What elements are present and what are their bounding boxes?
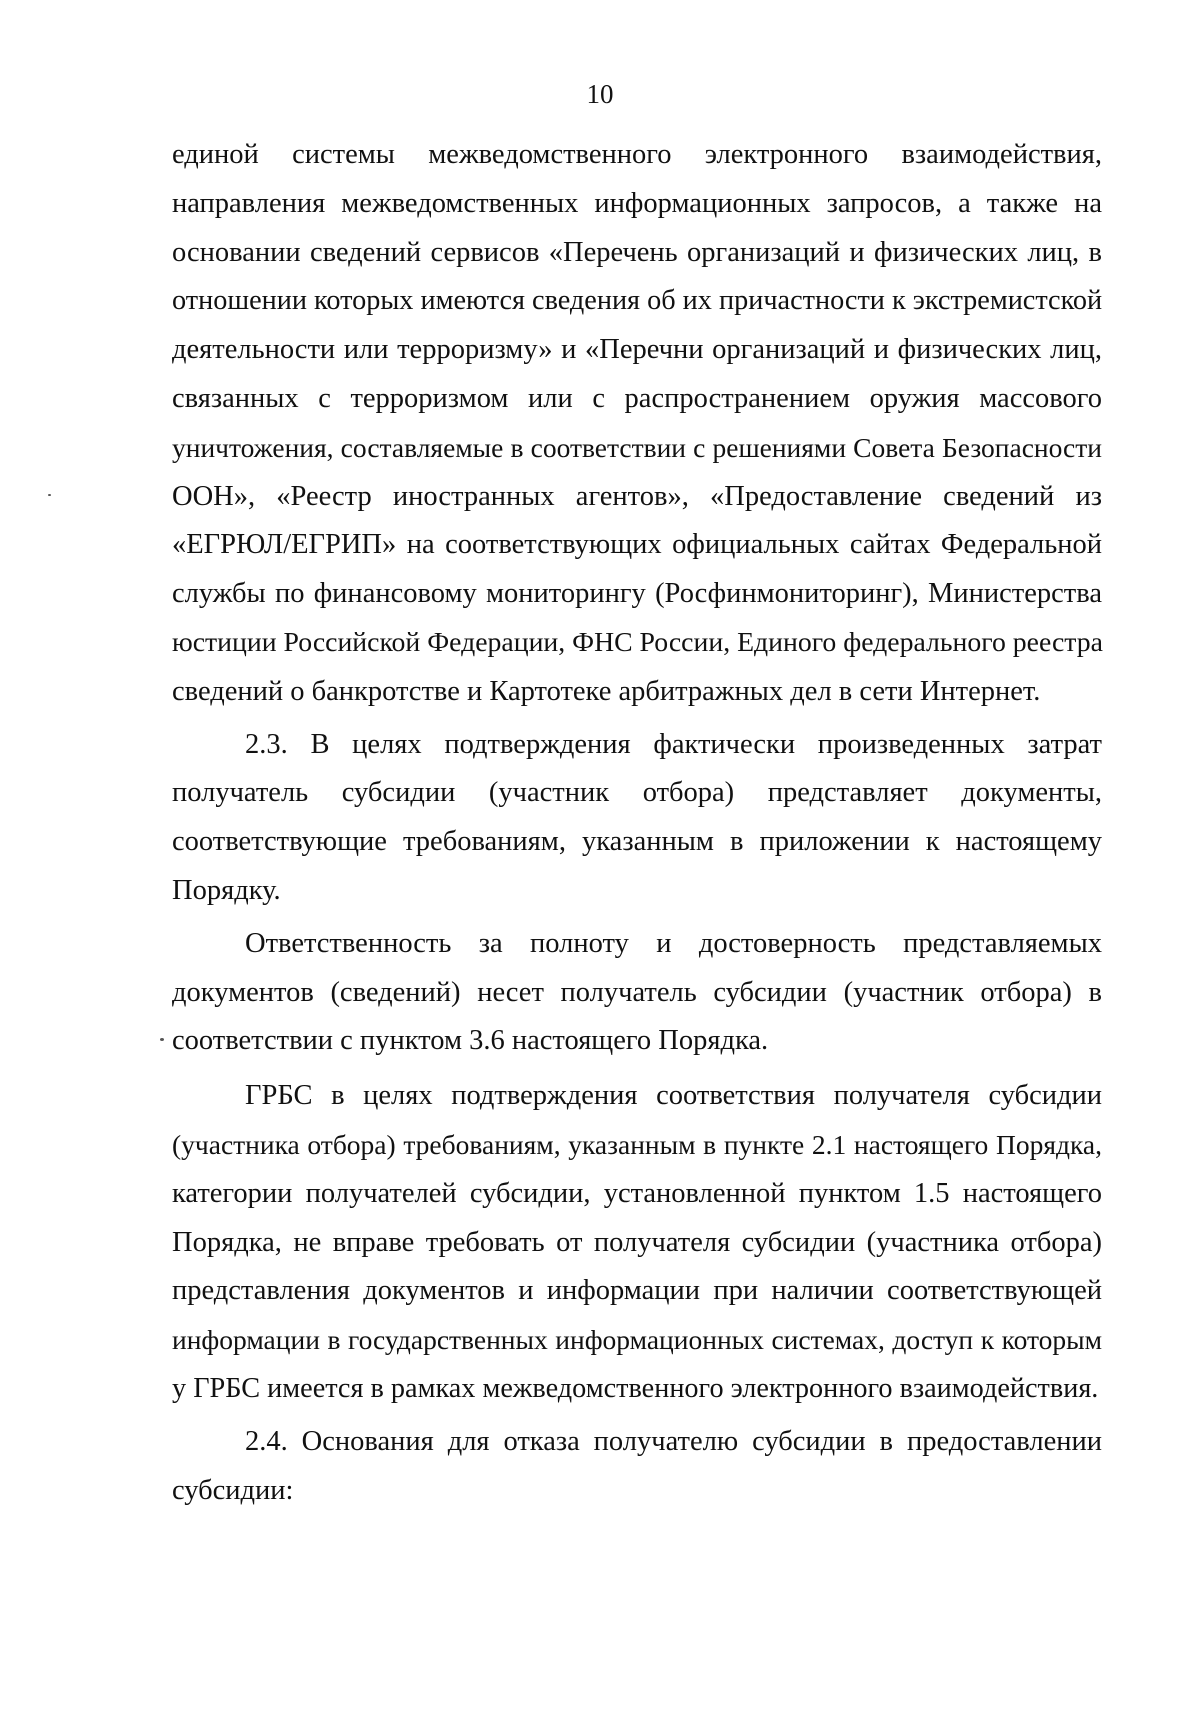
text-line: соответствующие требованиям, указанным в приложении к настоящему <box>172 826 1102 858</box>
paragraph-3 <box>172 920 1102 1066</box>
scan-speck <box>160 1038 164 1041</box>
text-line: сведений о банкротстве и Картотеке арбитражных дел в сети Интернет. <box>172 675 1041 707</box>
text-line: представления документов и информации при наличии соответствующей <box>172 1275 1102 1307</box>
text-line: субсидии: <box>172 1474 294 1506</box>
paragraph-5 <box>172 1418 1102 1516</box>
page-number: 10 <box>586 79 614 109</box>
text-line: деятельности или терроризму» и «Перечни организаций и физических лиц, <box>172 334 1102 366</box>
text-line: службы по финансовому мониторингу (Росфинмониторинг), Министерства <box>172 578 1102 610</box>
text-line: документов (сведений) несет получатель субсидии (участник отбора) в <box>172 976 1102 1008</box>
text-line: Порядку. <box>172 874 281 906</box>
text-line: отношении которых имеются сведения об их причастности к экстремистской <box>172 285 1103 317</box>
text-line: Ответственность за полноту и достоверность представляемых <box>245 927 1102 959</box>
text-line: основании сведений сервисов «Перечень организаций и физических лиц, в <box>172 236 1102 268</box>
text-line: соответствии с пунктом 3.6 настоящего Порядка. <box>172 1025 769 1057</box>
text-line: категории получателей субсидии, установленной пунктом 1.5 настоящего <box>172 1177 1102 1209</box>
text-line: информации в государственных информационных системах, доступ к которым <box>172 1324 1102 1356</box>
scan-speck <box>48 494 51 496</box>
text-line: ООН», «Реестр иностранных агентов», «Предоставление сведений из <box>172 480 1102 512</box>
text-line: у ГРБС имеется в рамках межведомственного электронного взаимодействия. <box>172 1372 1099 1404</box>
text-line: юстиции Российской Федерации, ФНС России, Единого федерального реестра <box>172 626 1103 658</box>
text-line: 2.4. Основания для отказа получателю субсидии в предоставлении <box>245 1425 1102 1457</box>
text-line: получатель субсидии (участник отбора) представляет документы, <box>172 777 1102 809</box>
text-line: (участника отбора) требованиям, указанным в пункте 2.1 настоящего Порядка, <box>172 1128 1102 1160</box>
text-line: уничтожения, составляемые в соответствии с решениями Совета Безопасности <box>172 431 1102 463</box>
paragraph-4 <box>172 1072 1102 1414</box>
text-line: единой системы межведомственного электронного взаимодействия, <box>172 139 1102 170</box>
text-line: «ЕГРЮЛ/ЕГРИП» на соответствующих официальных сайтах Федеральной <box>172 529 1102 561</box>
paragraph-1 <box>172 131 1102 717</box>
text-line: Порядка, не вправе требовать от получателя субсидии (участника отбора) <box>172 1226 1102 1258</box>
text-line: связанных с терроризмом или с распространением оружия массового <box>172 382 1102 414</box>
text-line: 2.3. В целях подтверждения фактически произведенных затрат <box>245 728 1102 760</box>
text-line: ГРБС в целях подтверждения соответствия получателя субсидии <box>245 1080 1102 1112</box>
paragraph-2 <box>172 721 1102 916</box>
document-body <box>172 131 1102 1515</box>
text-line: направления межведомственных информационных запросов, а также на <box>172 187 1102 219</box>
